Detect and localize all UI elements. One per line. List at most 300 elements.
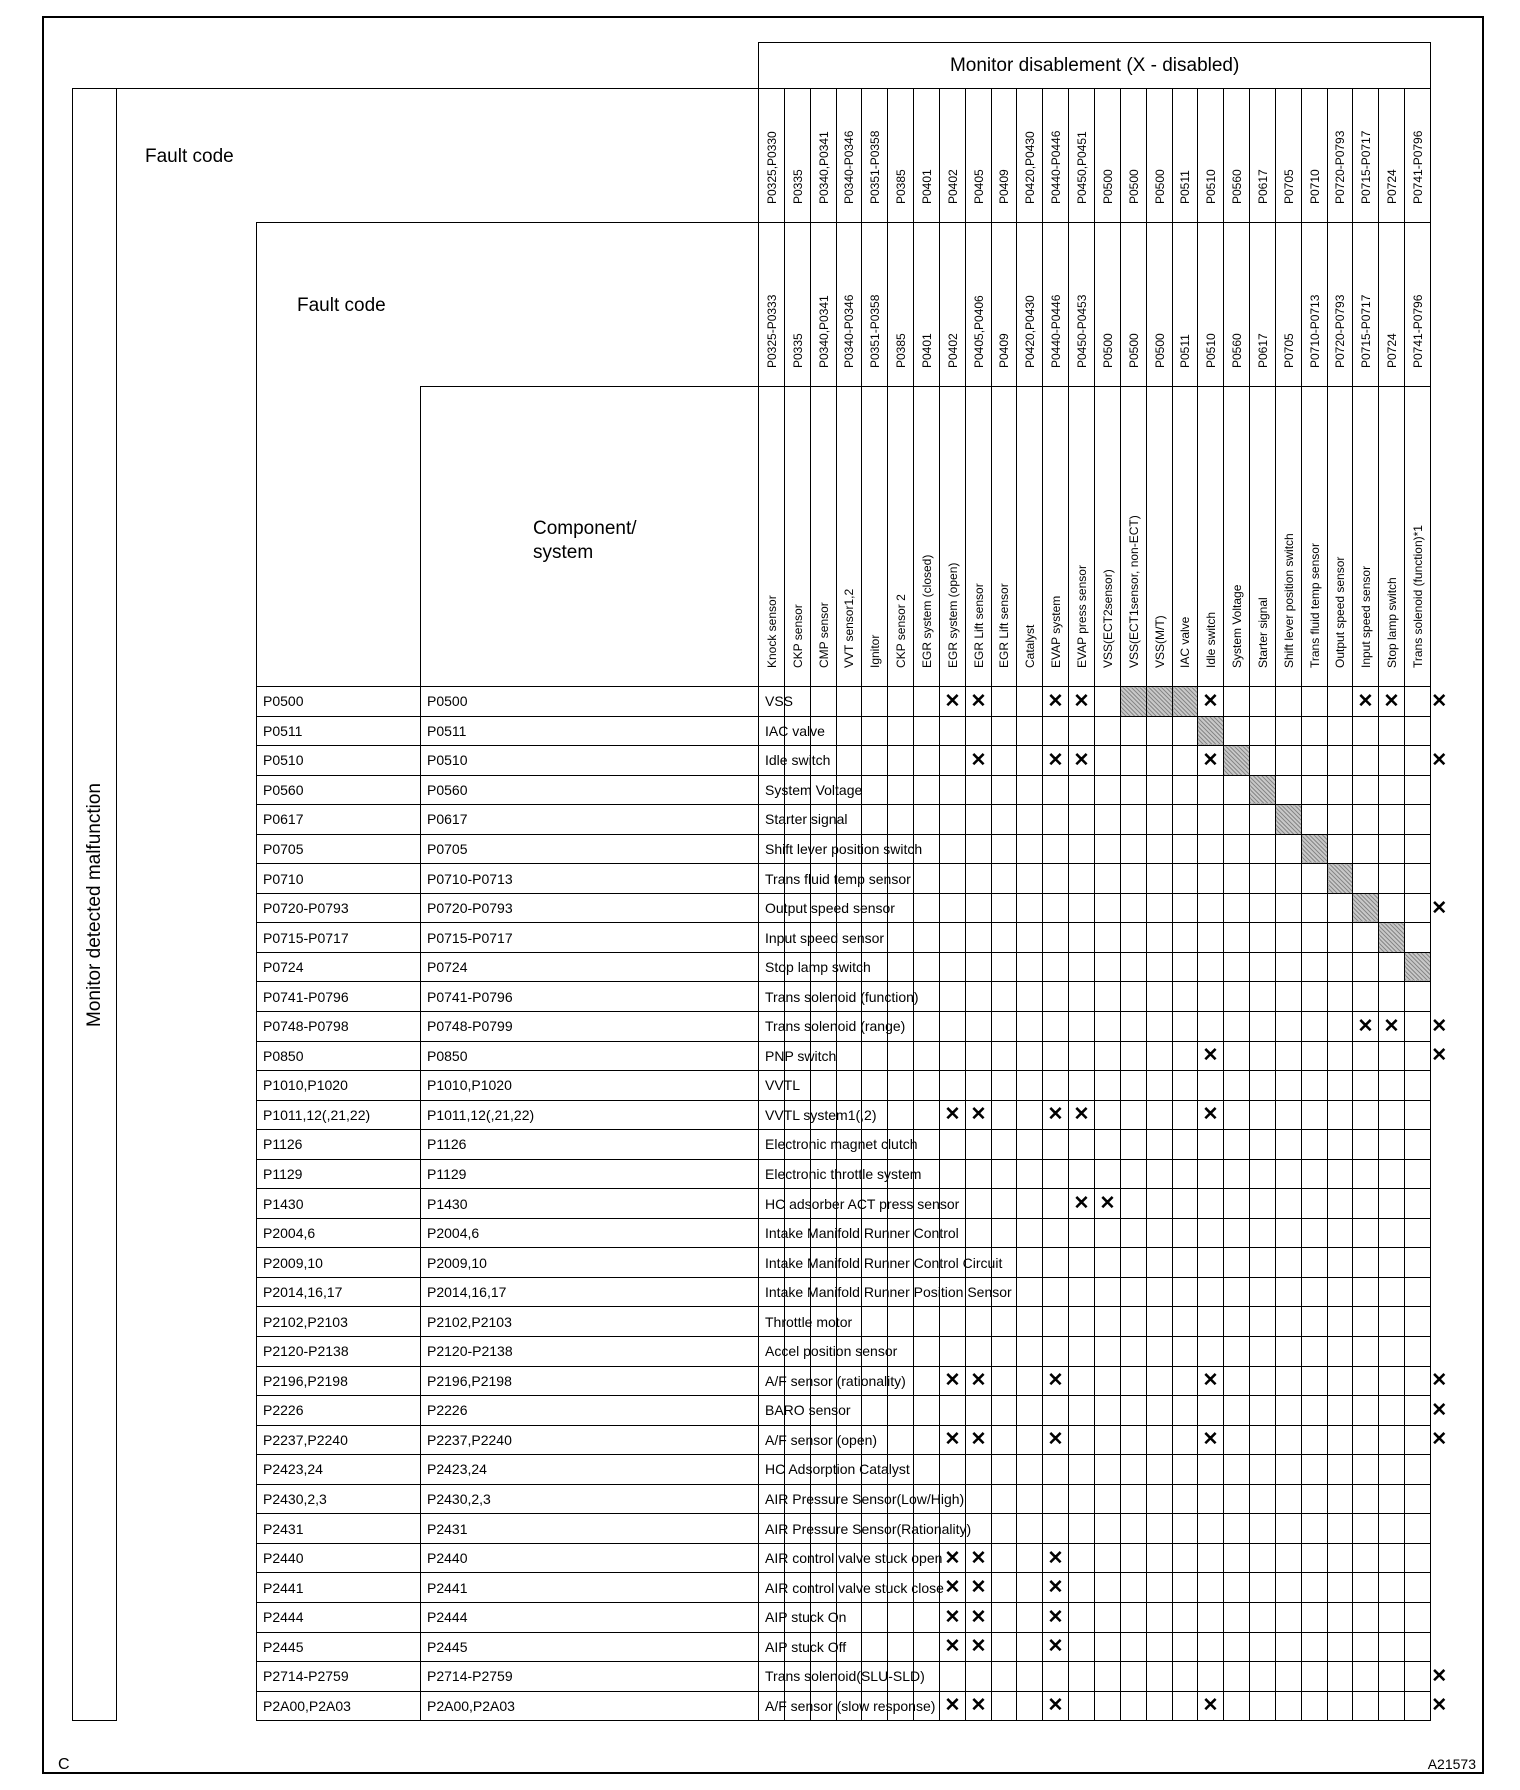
empty-cell xyxy=(1017,1277,1043,1307)
empty-cell xyxy=(1095,1691,1121,1721)
row-code2: P2226 xyxy=(421,1396,759,1426)
empty-cell xyxy=(1069,1307,1095,1337)
column-component-text: EVAP system xyxy=(1048,595,1063,668)
table-row: P0500 P0500 VSS ✕ ✕ ✕ ✕ ✕ ✕ ✕ ✕ xyxy=(73,687,1431,717)
empty-cell xyxy=(1276,1573,1302,1603)
table-row: P0748-P0798 P0748-P0799 Trans solenoid (range) ✕ ✕ ✕ xyxy=(73,1012,1431,1042)
empty-cell xyxy=(1043,952,1069,982)
empty-cell xyxy=(1017,716,1043,746)
empty-cell xyxy=(1276,687,1302,717)
empty-cell xyxy=(966,775,992,805)
table-row: P2226 P2226 BARO sensor ✕ xyxy=(73,1396,1431,1426)
empty-cell xyxy=(992,1012,1017,1042)
row-code2: P2444 xyxy=(421,1602,759,1632)
empty-cell xyxy=(1173,1277,1198,1307)
row-code1: P1129 xyxy=(257,1159,421,1189)
empty-cell xyxy=(1224,1602,1250,1632)
empty-cell xyxy=(1276,1366,1302,1396)
disabled-mark: ✕ xyxy=(1198,1100,1224,1130)
empty-cell xyxy=(1095,1218,1121,1248)
empty-cell xyxy=(1017,952,1043,982)
row-code2: P0710-P0713 xyxy=(421,864,759,894)
self-monitor-cell xyxy=(1147,687,1173,717)
empty-cell xyxy=(1250,893,1276,923)
empty-cell xyxy=(1224,923,1250,953)
empty-cell xyxy=(1276,1514,1302,1544)
column-component-text: Ignitor xyxy=(867,634,882,668)
row-component: AIR Pressure Sensor(Low/High) xyxy=(759,1484,785,1514)
empty-cell xyxy=(1043,1071,1069,1101)
empty-cell xyxy=(1224,1425,1250,1455)
empty-cell xyxy=(1173,1484,1198,1514)
row-code2: P2423,24 xyxy=(421,1455,759,1485)
empty-cell xyxy=(1224,805,1250,835)
empty-cell xyxy=(1353,1189,1379,1219)
column-fault-code-1-text: P0340-P0346 xyxy=(842,130,856,204)
row-code1: P1010,P1020 xyxy=(257,1071,421,1101)
column-fault-code-1 xyxy=(1302,89,1328,223)
empty-cell xyxy=(992,1632,1017,1662)
empty-cell xyxy=(1173,982,1198,1012)
empty-cell xyxy=(1017,1366,1043,1396)
column-component xyxy=(1353,387,1379,687)
empty-cell xyxy=(1250,834,1276,864)
empty-cell xyxy=(914,952,940,982)
column-fault-code-2 xyxy=(1121,223,1147,387)
empty-cell xyxy=(914,746,940,776)
empty-cell xyxy=(1095,982,1121,1012)
empty-cell xyxy=(1405,746,1431,776)
empty-cell xyxy=(1069,1662,1095,1692)
empty-cell xyxy=(1173,1366,1198,1396)
empty-cell xyxy=(992,1425,1017,1455)
column-fault-code-2-text: P0351-P0358 xyxy=(867,294,882,368)
empty-cell xyxy=(1224,1662,1250,1692)
self-monitor-cell xyxy=(1121,687,1147,717)
empty-cell xyxy=(1405,1041,1431,1071)
column-fault-code-1-text: P0405 xyxy=(971,169,986,204)
empty-cell xyxy=(1276,1543,1302,1573)
empty-cell xyxy=(1379,1277,1405,1307)
empty-cell xyxy=(1069,805,1095,835)
row-component: Output speed sensor xyxy=(759,893,785,923)
row-component: HC adsorber ACT press sensor xyxy=(759,1189,785,1219)
empty-cell xyxy=(1121,1662,1147,1692)
empty-cell xyxy=(966,893,992,923)
disabled-mark: ✕ xyxy=(940,1366,966,1396)
table-row: P0850 P0850 PNP switch ✕ ✕ xyxy=(73,1041,1431,1071)
self-monitor-cell xyxy=(1328,864,1353,894)
empty-cell xyxy=(992,1071,1017,1101)
empty-cell xyxy=(1250,1012,1276,1042)
empty-cell xyxy=(1405,1248,1431,1278)
empty-cell xyxy=(992,1662,1017,1692)
empty-cell xyxy=(1405,1425,1431,1455)
empty-cell xyxy=(914,687,940,717)
empty-cell xyxy=(1069,775,1095,805)
column-fault-code-1 xyxy=(914,89,940,223)
disabled-mark: ✕ xyxy=(1198,1425,1224,1455)
empty-cell xyxy=(1069,982,1095,1012)
empty-cell xyxy=(1250,982,1276,1012)
empty-cell xyxy=(966,1218,992,1248)
empty-cell xyxy=(1173,1159,1198,1189)
empty-cell xyxy=(1147,746,1173,776)
empty-cell xyxy=(1069,834,1095,864)
empty-cell xyxy=(862,805,888,835)
row-code1: P0720-P0793 xyxy=(257,893,421,923)
empty-cell xyxy=(1405,1130,1431,1160)
empty-cell xyxy=(1017,1632,1043,1662)
empty-cell xyxy=(1224,1455,1250,1485)
empty-cell xyxy=(1017,1425,1043,1455)
empty-cell xyxy=(1198,1484,1224,1514)
column-component-text: IAC valve xyxy=(1178,616,1192,668)
empty-cell xyxy=(1017,1484,1043,1514)
empty-cell xyxy=(1276,1277,1302,1307)
disabled-mark: ✕ xyxy=(940,1632,966,1662)
table-row xyxy=(73,982,1431,1012)
header-spacer-2 xyxy=(257,387,421,687)
empty-cell xyxy=(992,1307,1017,1337)
empty-cell xyxy=(1043,1277,1069,1307)
column-component-text: EVAP press sensor xyxy=(1074,565,1089,668)
empty-cell xyxy=(1043,982,1069,1012)
empty-cell xyxy=(992,834,1017,864)
empty-cell xyxy=(1302,1484,1328,1514)
column-fault-code-2-text: P0560 xyxy=(1229,333,1244,368)
empty-cell xyxy=(1198,775,1224,805)
empty-cell xyxy=(992,716,1017,746)
column-fault-code-1-text: P0409 xyxy=(997,169,1011,204)
empty-cell xyxy=(1276,893,1302,923)
empty-cell xyxy=(992,1041,1017,1071)
empty-cell xyxy=(940,1159,966,1189)
column-component xyxy=(1250,387,1276,687)
empty-cell xyxy=(1147,834,1173,864)
column-component-text: CKP sensor 2 xyxy=(893,594,908,668)
empty-cell xyxy=(1017,1691,1043,1721)
disabled-mark: ✕ xyxy=(1198,687,1224,717)
empty-cell xyxy=(1353,982,1379,1012)
empty-cell xyxy=(940,805,966,835)
component-header-line1: Component/ xyxy=(533,518,637,539)
empty-cell xyxy=(1224,1691,1250,1721)
empty-cell xyxy=(1173,834,1198,864)
empty-cell xyxy=(1043,834,1069,864)
column-fault-code-1-text: P0710 xyxy=(1307,169,1322,204)
empty-cell xyxy=(1147,716,1173,746)
empty-cell xyxy=(1121,1396,1147,1426)
table-row xyxy=(73,923,1431,953)
empty-cell xyxy=(1017,1307,1043,1337)
empty-cell xyxy=(966,864,992,894)
empty-cell xyxy=(1095,1130,1121,1160)
column-fault-code-2 xyxy=(1224,223,1250,387)
empty-cell xyxy=(1405,864,1431,894)
footer-left-label: C xyxy=(58,1756,70,1773)
empty-cell xyxy=(992,1691,1017,1721)
row-code2: P0720-P0793 xyxy=(421,893,759,923)
empty-cell xyxy=(1405,982,1431,1012)
empty-cell xyxy=(966,1337,992,1367)
empty-cell xyxy=(862,775,888,805)
row-code2: P2009,10 xyxy=(421,1248,759,1278)
empty-cell xyxy=(1147,1484,1173,1514)
row-code2: P0748-P0799 xyxy=(421,1012,759,1042)
empty-cell xyxy=(1017,1573,1043,1603)
empty-cell xyxy=(1043,1307,1069,1337)
empty-cell xyxy=(1276,1455,1302,1485)
table-row: P2237,P2240 P2237,P2240 A/F sensor (open) ✕ ✕ ✕ ✕ ✕ xyxy=(73,1425,1431,1455)
empty-cell xyxy=(1017,1455,1043,1485)
column-fault-code-1-text: P0340,P0341 xyxy=(816,131,831,204)
empty-cell xyxy=(1095,1041,1121,1071)
empty-cell xyxy=(992,1189,1017,1219)
empty-cell xyxy=(1224,1218,1250,1248)
disabled-mark: ✕ xyxy=(1379,687,1405,717)
empty-cell xyxy=(1147,1573,1173,1603)
empty-cell xyxy=(1276,1662,1302,1692)
empty-cell xyxy=(1198,1248,1224,1278)
empty-cell xyxy=(1095,1277,1121,1307)
empty-cell xyxy=(1173,1573,1198,1603)
column-fault-code-1-text: P0560 xyxy=(1229,169,1244,204)
row-component: Intake Manifold Runner Position Sensor xyxy=(759,1277,785,1307)
column-component xyxy=(837,387,862,687)
column-component xyxy=(1198,387,1224,687)
empty-cell xyxy=(1147,1130,1173,1160)
empty-cell xyxy=(1379,805,1405,835)
column-component-text: Shift lever position switch xyxy=(1281,533,1296,668)
empty-cell xyxy=(1302,1425,1328,1455)
disabled-mark: ✕ xyxy=(1353,1012,1379,1042)
empty-cell xyxy=(1043,775,1069,805)
disabled-mark: ✕ xyxy=(1198,1366,1224,1396)
disabled-mark: ✕ xyxy=(1043,687,1069,717)
disabled-mark: ✕ xyxy=(1043,1632,1069,1662)
empty-cell xyxy=(1250,952,1276,982)
empty-cell xyxy=(1224,1514,1250,1544)
empty-cell xyxy=(1353,1632,1379,1662)
row-code1: P0724 xyxy=(257,952,421,982)
empty-cell xyxy=(1147,1514,1173,1544)
table-row xyxy=(73,1455,1431,1485)
empty-cell xyxy=(1173,775,1198,805)
empty-cell xyxy=(1328,1514,1353,1544)
column-component xyxy=(940,387,966,687)
empty-cell xyxy=(1095,864,1121,894)
empty-cell xyxy=(1302,1307,1328,1337)
column-fault-code-1-text: P0500 xyxy=(1126,169,1141,204)
monitor-disablement-table xyxy=(72,42,1448,1721)
empty-cell xyxy=(1095,1396,1121,1426)
table-row xyxy=(73,1248,1431,1278)
column-component xyxy=(811,387,837,687)
empty-cell xyxy=(1353,805,1379,835)
empty-cell xyxy=(1405,1484,1431,1514)
empty-cell xyxy=(1302,1691,1328,1721)
empty-cell xyxy=(1069,1632,1095,1662)
empty-cell xyxy=(1095,1514,1121,1544)
table-row xyxy=(73,716,1431,746)
empty-cell xyxy=(1224,893,1250,923)
empty-cell xyxy=(1328,1602,1353,1632)
empty-cell xyxy=(1198,1662,1224,1692)
empty-cell xyxy=(1379,1602,1405,1632)
column-fault-code-1 xyxy=(1198,89,1224,223)
column-fault-code-2-text: P0510 xyxy=(1203,333,1218,368)
empty-cell xyxy=(1250,1543,1276,1573)
empty-cell xyxy=(940,1337,966,1367)
column-component xyxy=(1302,387,1328,687)
empty-cell xyxy=(1250,1602,1276,1632)
empty-cell xyxy=(940,1071,966,1101)
empty-cell xyxy=(1069,952,1095,982)
empty-cell xyxy=(1147,1307,1173,1337)
disabled-mark: ✕ xyxy=(1069,1100,1095,1130)
column-component xyxy=(992,387,1017,687)
column-fault-code-2-text: P0409 xyxy=(997,333,1011,368)
empty-cell xyxy=(1121,982,1147,1012)
row-component: A/F sensor (slow response) xyxy=(759,1691,785,1721)
empty-cell xyxy=(1353,1248,1379,1278)
empty-cell xyxy=(992,952,1017,982)
column-fault-code-1 xyxy=(966,89,992,223)
empty-cell xyxy=(992,1543,1017,1573)
empty-cell xyxy=(1302,1248,1328,1278)
row-code2: P1126 xyxy=(421,1130,759,1160)
empty-cell xyxy=(1147,1455,1173,1485)
empty-cell xyxy=(1224,1100,1250,1130)
disabled-mark: ✕ xyxy=(1043,1691,1069,1721)
column-component xyxy=(914,387,940,687)
empty-cell xyxy=(914,1396,940,1426)
empty-cell xyxy=(1043,1662,1069,1692)
empty-cell xyxy=(1276,1189,1302,1219)
empty-cell xyxy=(1250,1632,1276,1662)
empty-cell xyxy=(1043,1396,1069,1426)
empty-cell xyxy=(1095,923,1121,953)
empty-cell xyxy=(1328,1159,1353,1189)
empty-cell xyxy=(1224,1277,1250,1307)
column-fault-code-1-text: P0420,P0430 xyxy=(1022,131,1037,204)
empty-cell xyxy=(837,687,862,717)
empty-cell xyxy=(992,982,1017,1012)
empty-cell xyxy=(1069,1130,1095,1160)
empty-cell xyxy=(1224,1337,1250,1367)
empty-cell xyxy=(966,805,992,835)
empty-cell xyxy=(1276,982,1302,1012)
empty-cell xyxy=(837,746,862,776)
empty-cell xyxy=(914,805,940,835)
empty-cell xyxy=(1405,1662,1431,1692)
empty-cell xyxy=(1276,1071,1302,1101)
column-fault-code-2 xyxy=(1276,223,1302,387)
empty-cell xyxy=(1328,1396,1353,1426)
disabled-mark: ✕ xyxy=(1043,1602,1069,1632)
empty-cell xyxy=(1198,982,1224,1012)
empty-cell xyxy=(888,1602,914,1632)
empty-cell xyxy=(1095,1248,1121,1278)
column-component-text: VSS(ECT2sensor) xyxy=(1100,569,1115,668)
empty-cell xyxy=(1069,1012,1095,1042)
empty-cell xyxy=(1328,1248,1353,1278)
empty-cell xyxy=(1405,1218,1431,1248)
empty-cell xyxy=(1302,805,1328,835)
empty-cell xyxy=(1173,864,1198,894)
empty-cell xyxy=(1353,1041,1379,1071)
self-monitor-cell xyxy=(1198,716,1224,746)
empty-cell xyxy=(1405,1337,1431,1367)
empty-cell xyxy=(1276,1632,1302,1662)
empty-cell xyxy=(1405,1543,1431,1573)
empty-cell xyxy=(914,1337,940,1367)
empty-cell xyxy=(966,1159,992,1189)
empty-cell xyxy=(888,775,914,805)
table-row xyxy=(73,834,1431,864)
empty-cell xyxy=(1017,1396,1043,1426)
empty-cell xyxy=(914,1012,940,1042)
empty-cell xyxy=(1379,1514,1405,1544)
empty-cell xyxy=(1095,1543,1121,1573)
empty-cell xyxy=(1173,1425,1198,1455)
empty-cell xyxy=(1276,952,1302,982)
empty-cell xyxy=(966,1455,992,1485)
table-row xyxy=(73,1514,1431,1544)
empty-cell xyxy=(1328,746,1353,776)
column-fault-code-1 xyxy=(1069,89,1095,223)
row-component: Starter signal xyxy=(759,805,785,835)
self-monitor-cell xyxy=(1353,893,1379,923)
empty-cell xyxy=(888,1100,914,1130)
row-code1: P0710 xyxy=(257,864,421,894)
empty-cell xyxy=(966,834,992,864)
empty-cell xyxy=(1017,1543,1043,1573)
empty-cell xyxy=(1328,1189,1353,1219)
empty-cell xyxy=(1017,1159,1043,1189)
column-component-text: EGR system (closed) xyxy=(919,554,934,668)
empty-cell xyxy=(966,982,992,1012)
table-row: P2196,P2198 P2196,P2198 A/F sensor (rationality) ✕ ✕ ✕ ✕ ✕ xyxy=(73,1366,1431,1396)
empty-cell xyxy=(1353,1366,1379,1396)
empty-cell xyxy=(1276,1337,1302,1367)
empty-cell xyxy=(1328,1425,1353,1455)
empty-cell xyxy=(1017,1100,1043,1130)
empty-cell xyxy=(966,1189,992,1219)
row-code1: P0748-P0798 xyxy=(257,1012,421,1042)
empty-cell xyxy=(1353,1514,1379,1544)
empty-cell xyxy=(1173,1130,1198,1160)
header-spacer xyxy=(117,223,257,1721)
empty-cell xyxy=(1276,1041,1302,1071)
empty-cell xyxy=(1017,1337,1043,1367)
column-component-text: Output speed sensor xyxy=(1333,556,1347,668)
empty-cell xyxy=(1379,1396,1405,1426)
empty-cell xyxy=(1069,1573,1095,1603)
empty-cell xyxy=(1224,716,1250,746)
empty-cell xyxy=(1198,952,1224,982)
empty-cell xyxy=(1250,687,1276,717)
empty-cell xyxy=(888,746,914,776)
empty-cell xyxy=(1121,1425,1147,1455)
empty-cell xyxy=(1353,1573,1379,1603)
empty-cell xyxy=(1173,1218,1198,1248)
empty-cell xyxy=(1302,1602,1328,1632)
empty-cell xyxy=(1095,687,1121,717)
empty-cell xyxy=(1353,1425,1379,1455)
empty-cell xyxy=(1173,893,1198,923)
